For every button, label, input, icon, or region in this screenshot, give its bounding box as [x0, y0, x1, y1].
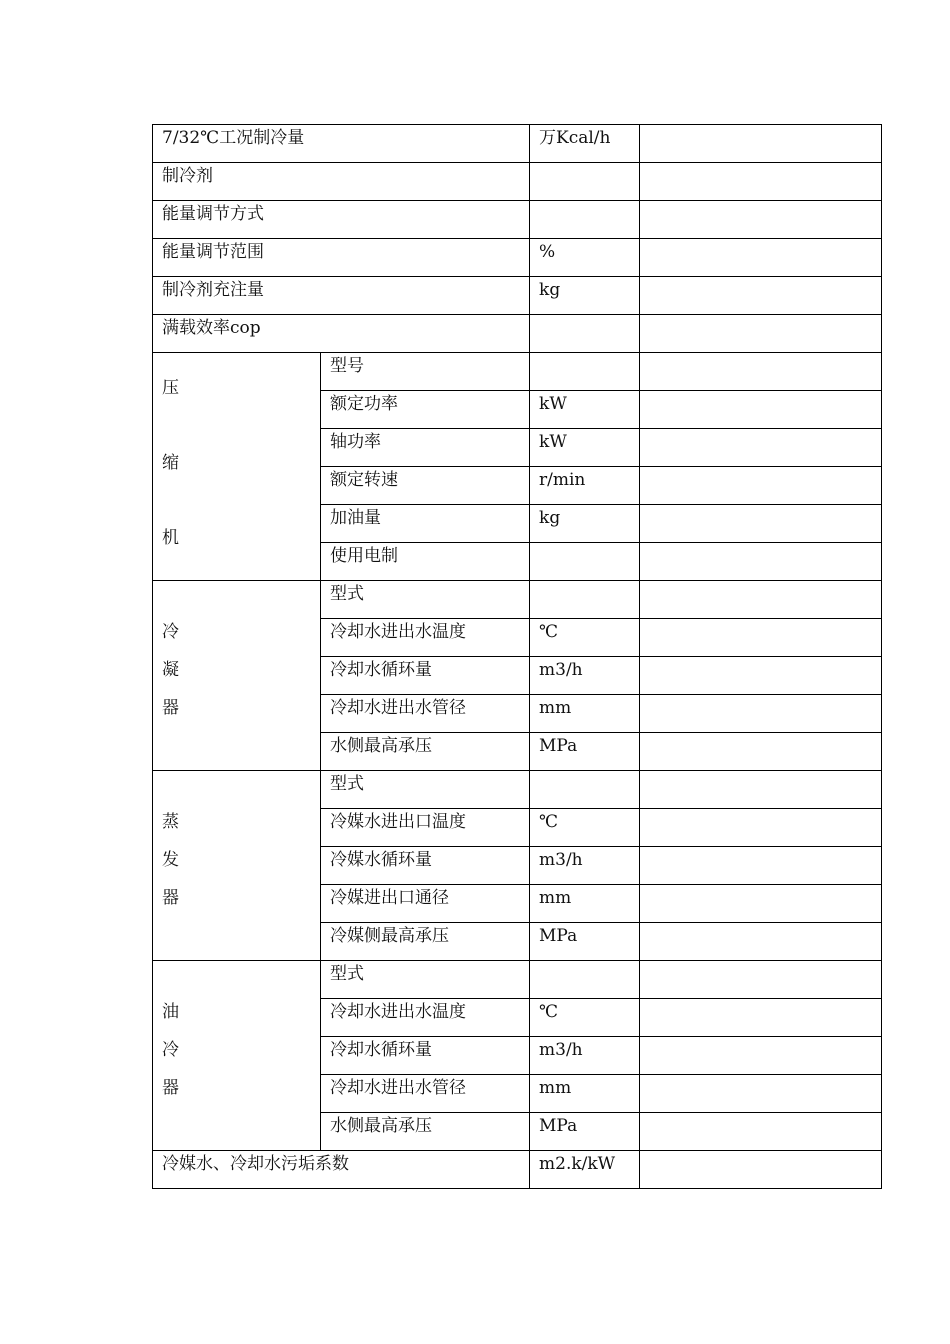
- param-label: 型式: [321, 771, 530, 809]
- unit-cell: [530, 543, 640, 581]
- table-row: [153, 961, 882, 999]
- table-row: [153, 1151, 882, 1189]
- param-label: 冷却水进出水温度: [321, 619, 530, 657]
- param-label: 型式: [321, 581, 530, 619]
- value-cell: [640, 923, 882, 961]
- table-row: [153, 239, 882, 277]
- param-label: 冷媒进出口通径: [321, 885, 530, 923]
- value-cell: [640, 733, 882, 771]
- unit-cell: MPa: [530, 923, 640, 961]
- param-label: 水侧最高承压: [321, 1113, 530, 1151]
- param-label: 制冷剂充注量: [153, 277, 530, 315]
- param-label: 冷却水循环量: [321, 1037, 530, 1075]
- param-label: 加油量: [321, 505, 530, 543]
- table-row: [153, 125, 882, 163]
- unit-cell: ℃: [530, 619, 640, 657]
- value-cell: [640, 239, 882, 277]
- unit-cell: ℃: [530, 809, 640, 847]
- group-label-char: 蒸: [162, 812, 179, 832]
- param-label: 冷媒水循环量: [321, 847, 530, 885]
- param-label: 冷却水进出水管径: [321, 1075, 530, 1113]
- param-label: 满载效率cop: [153, 315, 530, 353]
- unit-cell: mm: [530, 695, 640, 733]
- value-cell: [640, 1113, 882, 1151]
- unit-cell: MPa: [530, 1113, 640, 1151]
- param-label: 冷媒侧最高承压: [321, 923, 530, 961]
- unit-cell: r/min: [530, 467, 640, 505]
- value-cell: [640, 657, 882, 695]
- param-label: 冷却水进出水温度: [321, 999, 530, 1037]
- value-cell: [640, 315, 882, 353]
- value-cell: [640, 961, 882, 999]
- param-label: 轴功率: [321, 429, 530, 467]
- group-label-char: 凝: [162, 660, 179, 680]
- unit-cell: mm: [530, 1075, 640, 1113]
- table-row: [153, 315, 882, 353]
- value-cell: [640, 125, 882, 163]
- value-cell: [640, 1075, 882, 1113]
- group-label-char: 器: [162, 1078, 179, 1098]
- unit-cell: MPa: [530, 733, 640, 771]
- value-cell: [640, 771, 882, 809]
- param-label: 冷却水循环量: [321, 657, 530, 695]
- group-label-char: 缩: [162, 453, 179, 473]
- group-label-char: 冷: [162, 622, 179, 642]
- param-label: 水侧最高承压: [321, 733, 530, 771]
- group-label-evaporator: [153, 771, 321, 961]
- unit-cell: [530, 163, 640, 201]
- unit-cell: m3/h: [530, 847, 640, 885]
- param-label: 冷媒水、冷却水污垢系数: [153, 1151, 530, 1189]
- group-label-char: 冷: [162, 1040, 179, 1060]
- group-label-oil-cooler: [153, 961, 321, 1151]
- value-cell: [640, 695, 882, 733]
- table-row: [153, 277, 882, 315]
- group-label-char: 油: [162, 1002, 179, 1022]
- value-cell: [640, 1037, 882, 1075]
- param-label: 使用电制: [321, 543, 530, 581]
- group-label-char: 器: [162, 698, 179, 718]
- table-row: [153, 771, 882, 809]
- unit-cell: [530, 961, 640, 999]
- param-label: 能量调节方式: [153, 201, 530, 239]
- value-cell: [640, 429, 882, 467]
- param-label: 冷却水进出水管径: [321, 695, 530, 733]
- param-label: 能量调节范围: [153, 239, 530, 277]
- spec-table: [152, 124, 882, 1189]
- value-cell: [640, 163, 882, 201]
- unit-cell: kW: [530, 429, 640, 467]
- unit-cell: ℃: [530, 999, 640, 1037]
- group-label-compressor: [153, 353, 321, 581]
- group-label-char: 压: [162, 378, 179, 398]
- param-label: 7/32℃工况制冷量: [153, 125, 530, 163]
- unit-cell: m3/h: [530, 657, 640, 695]
- param-label: 额定转速: [321, 467, 530, 505]
- value-cell: [640, 885, 882, 923]
- table-row: [153, 353, 882, 391]
- unit-cell: 万Kcal/h: [530, 125, 640, 163]
- group-label-char: 器: [162, 888, 179, 908]
- unit-cell: [530, 353, 640, 391]
- param-label: 冷媒水进出口温度: [321, 809, 530, 847]
- group-label-char: 机: [162, 528, 179, 548]
- group-label-char: 发: [162, 850, 179, 870]
- unit-cell: m3/h: [530, 1037, 640, 1075]
- param-label: 额定功率: [321, 391, 530, 429]
- value-cell: [640, 201, 882, 239]
- table-row: [153, 581, 882, 619]
- table-row: [153, 163, 882, 201]
- param-label: 制冷剂: [153, 163, 530, 201]
- value-cell: [640, 999, 882, 1037]
- value-cell: [640, 809, 882, 847]
- unit-cell: mm: [530, 885, 640, 923]
- unit-cell: kW: [530, 391, 640, 429]
- value-cell: [640, 467, 882, 505]
- value-cell: [640, 619, 882, 657]
- value-cell: [640, 353, 882, 391]
- value-cell: [640, 1151, 882, 1189]
- value-cell: [640, 581, 882, 619]
- unit-cell: [530, 771, 640, 809]
- unit-cell: [530, 201, 640, 239]
- value-cell: [640, 277, 882, 315]
- value-cell: [640, 505, 882, 543]
- spec-table-body: [153, 125, 882, 1189]
- param-label: 型号: [321, 353, 530, 391]
- unit-cell: %: [530, 239, 640, 277]
- unit-cell: kg: [530, 505, 640, 543]
- unit-cell: kg: [530, 277, 640, 315]
- param-label: 型式: [321, 961, 530, 999]
- value-cell: [640, 391, 882, 429]
- table-row: [153, 201, 882, 239]
- value-cell: [640, 847, 882, 885]
- unit-cell: m2.k/kW: [530, 1151, 640, 1189]
- group-label-condenser: [153, 581, 321, 771]
- unit-cell: [530, 315, 640, 353]
- value-cell: [640, 543, 882, 581]
- unit-cell: [530, 581, 640, 619]
